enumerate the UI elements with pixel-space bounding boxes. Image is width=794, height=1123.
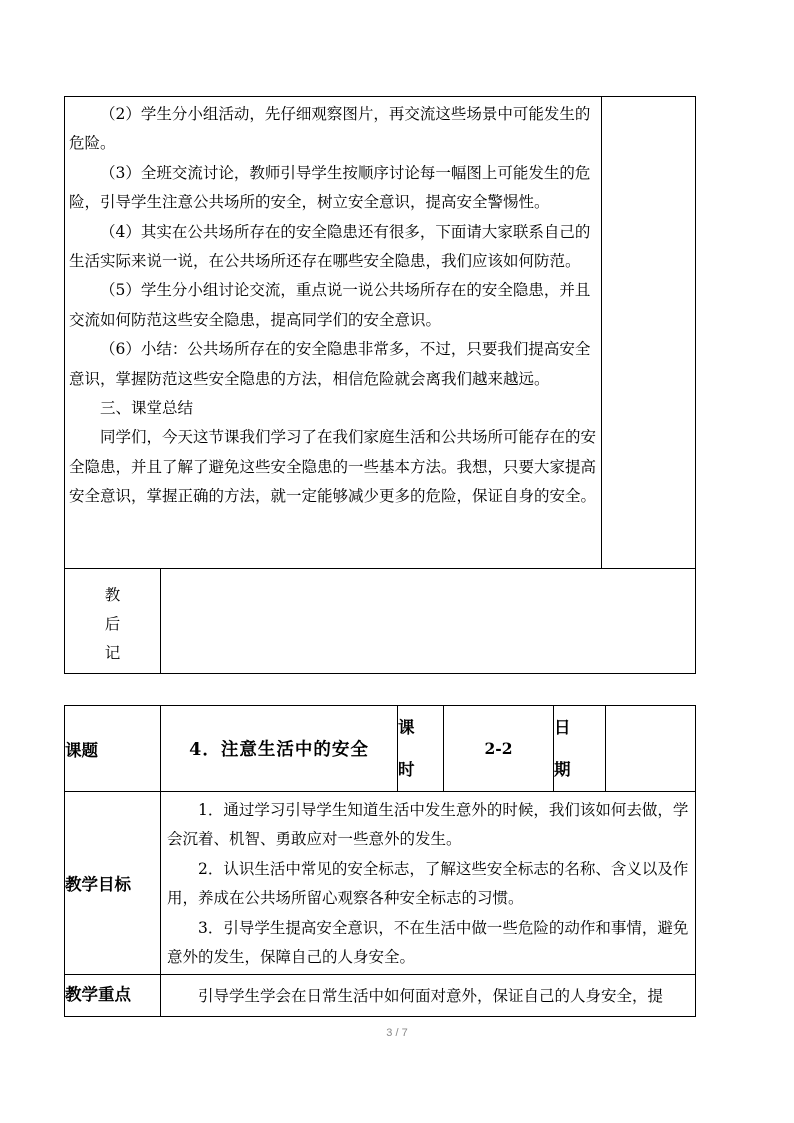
objective-item: 3．引导学生提高安全意识，不在生活中做一些危险的动作和事情，避免意外的发生，保障自己的人身安全。 <box>167 918 689 967</box>
period-value: 2-2 <box>444 706 554 792</box>
objectives-label: 教学目标 <box>65 792 161 975</box>
objectives-list <box>161 792 695 974</box>
paragraph: （2）学生分小组活动，先仔细观察图片，再交流这些场景中可能发生的危险。 <box>69 105 591 153</box>
paragraph: （4）其实在公共场所存在的安全隐患还有很多，下面请大家联系自己的生活实际来说一说，在公共场所还存在哪些安全隐患，我们应该如何防范。 <box>69 222 591 271</box>
date-value <box>606 706 696 792</box>
page-number: 3 / 7 <box>386 1027 408 1039</box>
notes-margin-cell <box>602 97 696 569</box>
lesson-body-text <box>65 97 601 512</box>
paragraph: （6）小结：公共场所存在的安全隐患非常多，不过，只要我们提高安全意识，掌握防范这些安全隐患的方法，相信危险就会离我们越来越远。 <box>69 340 591 388</box>
paragraph: 同学们，今天这节课我们学习了在我们家庭生活和公共场所可能存在的安全隐患，并且了解了避免这些安全隐患的一些基本方法。我想，只要大家提高安全意识，掌握正确的方法，就一定能够减少更多的危险，保证自身的安全。 <box>69 428 597 506</box>
paragraph: （5）学生分小组讨论交流，重点说一说公共场所存在的安全隐患，并且交流如何防范这些安全隐患，提高同学们的安全意识。 <box>69 281 591 329</box>
lesson-body-cell <box>65 97 602 569</box>
section-heading: 三、课堂总结 <box>100 399 194 418</box>
key-points-label: 教学重点 <box>65 975 161 1017</box>
lesson-title: 4．注意生活中的安全 <box>161 706 398 792</box>
lesson-plan-table <box>64 705 696 1017</box>
lesson-continued-table <box>64 96 696 569</box>
objectives-cell <box>161 792 696 975</box>
objective-item: 1．通过学习引导学生知道生活中发生意外的时候，我们该如何去做，学会沉着、机智、勇敢应对一些意外的发生。 <box>167 801 689 849</box>
date-label: 日 期 <box>554 706 606 792</box>
key-points-cell <box>161 975 696 1017</box>
period-label: 课 时 <box>398 706 444 792</box>
reflection-label-cell <box>65 569 161 674</box>
reflection-label: 教 后 记 <box>104 586 121 662</box>
topic-label: 课题 <box>65 706 161 792</box>
paragraph: （3）全班交流讨论，教师引导学生按顺序讨论每一幅图上可能发生的危险，引导学生注意公共场所的安全，树立安全意识，提高安全警惕性。 <box>69 163 591 212</box>
reflection-table <box>64 568 696 674</box>
objective-item: 2．认识生活中常见的安全标志，了解这些安全标志的名称、含义以及作用，养成在公共场所留心观察各种安全标志的习惯。 <box>167 859 689 908</box>
reflection-content-cell <box>161 569 696 674</box>
key-points-text: 引导学生学会在日常生活中如何面对意外，保证自己的人身安全，提 <box>198 987 664 1006</box>
